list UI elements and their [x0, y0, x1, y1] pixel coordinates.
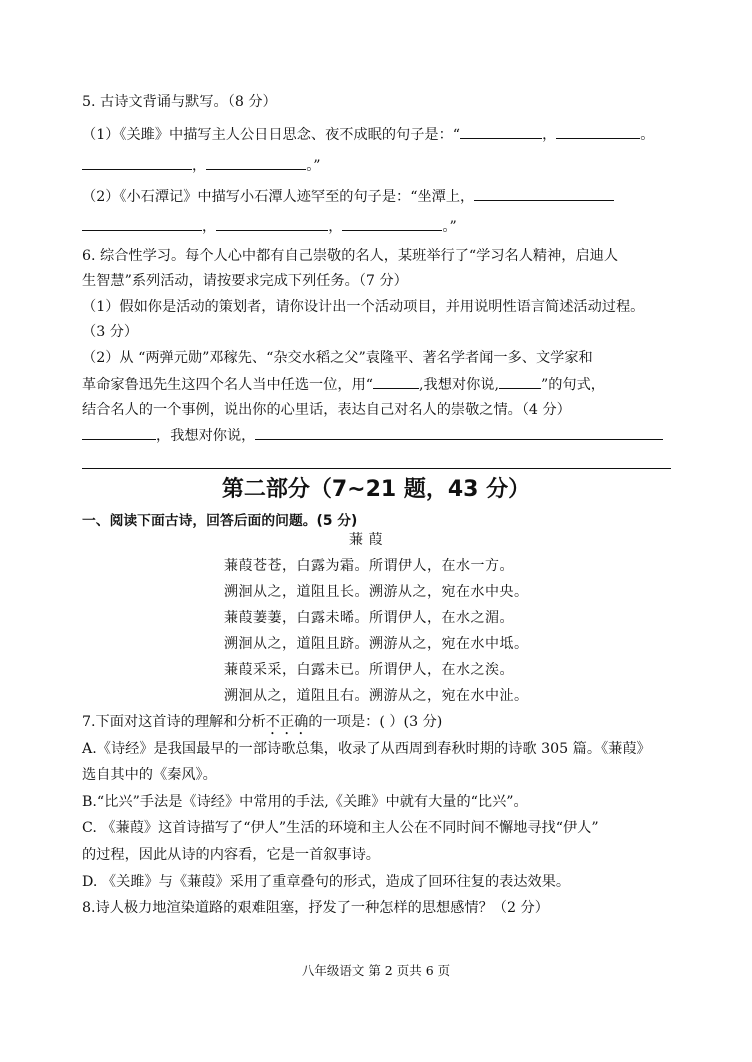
q6-line3: （1）假如你是活动的策划者，请你设计出一个活动项目，并用说明性语言简述活动过程。: [82, 299, 645, 315]
answer-blank[interactable]: [373, 374, 419, 389]
answer-blank[interactable]: [206, 155, 306, 170]
q6-line4: （3 分）: [82, 324, 139, 340]
answer-blank[interactable]: [255, 425, 663, 440]
poem-line: 溯洄从之，道阻且长。溯游从之，宛在水中央。: [224, 584, 529, 600]
answer-blank[interactable]: [556, 124, 640, 139]
page-footer: 八年级语文 第 2 页共 6 页: [301, 963, 451, 978]
q6-line6-end: ”的句式，: [540, 377, 605, 393]
q7-option-c-line1: C. 《蒹葭》这首诗描写了“伊人”生活的环境和主人公在不同时间不懈地寻找“伊人”: [82, 820, 599, 836]
poem-line: 蒹葭萋萋，白露未晞。所谓伊人，在水之湄。: [224, 610, 514, 626]
comma: ，: [328, 219, 343, 235]
poem-line: 溯洄从之，道阻且跻。溯游从之，宛在水中坻。: [224, 636, 529, 652]
emphasis-text: 不正确: [265, 714, 309, 730]
q5-p1-prompt: （1）《关雎》中描写主人公日日思念、夜不成眠的句子是：“: [82, 127, 461, 143]
q7-stem-end: 的一项是：( ）(3 分): [308, 714, 443, 730]
answer-rule[interactable]: [82, 468, 671, 469]
comma: ，: [202, 219, 217, 235]
poem-line: 蒹葭苍苍，白露为霜。所谓伊人，在水一方。: [224, 558, 514, 574]
comma: ，: [542, 127, 557, 143]
q7-option-c-line2: 的过程，因此从诗的内容看，它是一首叙事诗。: [82, 847, 380, 863]
answer-blank[interactable]: [82, 425, 156, 440]
q5-title: 5. 古诗文背诵与默写。（8 分）: [82, 94, 277, 110]
q6-line7: 结合名人的一个事例，说出你的心里话，表达自己对名人的崇敬之情。（4 分）: [82, 402, 571, 418]
q7-option-a-line1: A.《诗经》是我国最早的一部诗歌总集，收录了从西周到春秋时期的诗歌 305 篇。《蒹葭》: [82, 741, 651, 757]
q5-p2-prompt: （2）《小石潭记》中描写小石潭人迹罕至的句子是：“坐潭上，: [82, 189, 475, 205]
q6-answer-prompt: ，我想对你说，: [156, 428, 256, 444]
q8-stem: 8.诗人极力地渲染道路的艰难阻塞，抒发了一种怎样的思想感情？（2 分）: [82, 900, 549, 916]
q6-answer-line: [82, 425, 663, 446]
poem-line: 蒹葭采采，白露未已。所谓伊人，在水之涘。: [224, 662, 514, 678]
section-title: 一、阅读下面古诗，回答后面的问题。(5 分): [82, 513, 358, 529]
answer-blank[interactable]: [216, 216, 328, 231]
q5-part2-line1: [82, 186, 614, 207]
comma: ，: [192, 158, 207, 174]
q5-part1-line1: [82, 124, 654, 145]
q6-line6-text: 革命家鲁迅先生这四个名人当中任选一位，用“: [82, 377, 374, 393]
answer-blank[interactable]: [499, 374, 541, 389]
answer-blank[interactable]: [82, 155, 192, 170]
period: 。: [640, 127, 655, 143]
part2-heading: 第二部分（7~21 题，43 分）: [221, 477, 531, 502]
q6-line1: 6. 综合性学习。每个人心中都有自己崇敬的名人，某班举行了“学习名人精神，启迪人: [82, 248, 619, 264]
poem-title: 蒹 葭: [349, 532, 383, 548]
answer-blank[interactable]: [82, 216, 202, 231]
q6-line6: [82, 374, 605, 395]
closing-quote: 。”: [442, 219, 457, 235]
q7-option-d: D. 《关雎》与《蒹葭》采用了重章叠句的形式，造成了回环往复的表达效果。: [82, 874, 571, 890]
q7-option-b: B.“比兴”手法是《诗经》中常用的手法,《关雎》中就有大量的“比兴”。: [82, 794, 528, 810]
answer-blank[interactable]: [460, 124, 542, 139]
q5-part2-line2: [82, 216, 457, 237]
closing-quote: 。”: [306, 158, 321, 174]
q6-line6-mid: ,我想对你说,: [419, 377, 499, 393]
q6-line5: （2）从 “两弹元勋”邓稼先、“杂交水稻之父”袁隆平、著名学者闻一多、文学家和: [82, 350, 593, 366]
poem-line: 溯洄从之，道阻且右。溯游从之，宛在水中沚。: [224, 688, 529, 704]
q6-line2: 生智慧”系列活动，请按要求完成下列任务。（7 分）: [82, 273, 408, 289]
q5-part1-line2: [82, 155, 321, 176]
answer-blank[interactable]: [342, 216, 442, 231]
q7-option-a-line2: 选自其中的《秦风》。: [82, 767, 217, 783]
answer-blank[interactable]: [474, 186, 614, 201]
q7-stem: [82, 712, 442, 738]
q7-stem-text: 7.下面对这首诗的理解和分析: [82, 714, 266, 730]
